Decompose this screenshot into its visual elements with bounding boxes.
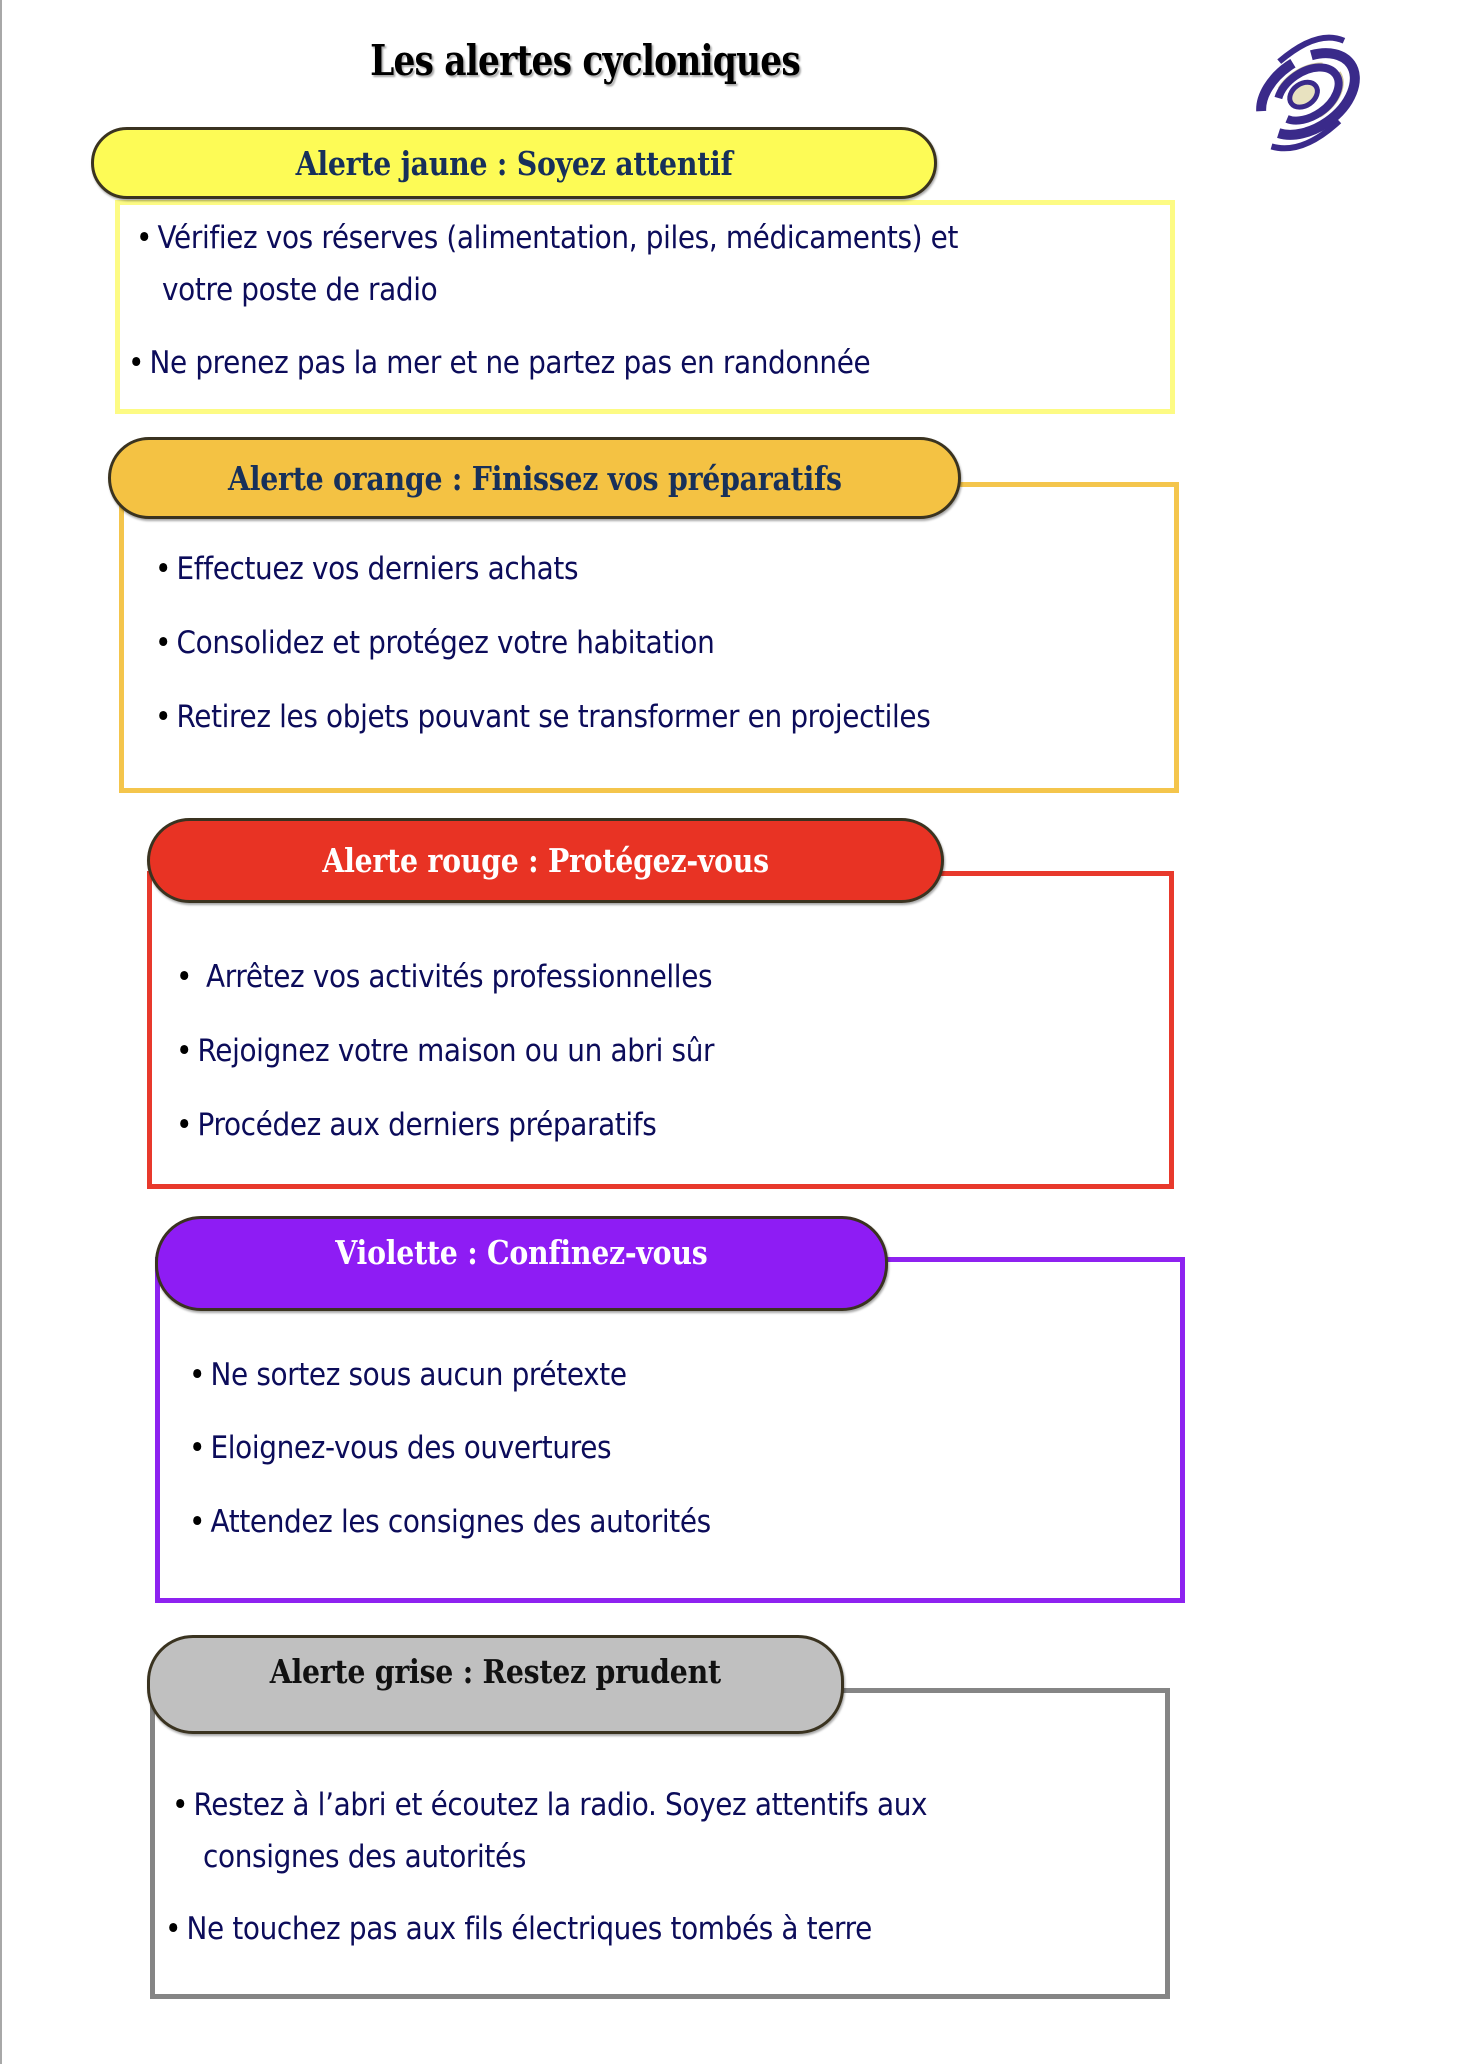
alert-orange-item-1: • Effectuez vos derniers achats: [155, 551, 579, 587]
alert-red-heading-text: Alerte rouge : Protégez-vous: [322, 841, 769, 880]
alert-red-item-1: • Arrêtez vos activités professionnelles: [176, 959, 713, 995]
cyclone-logo-icon: [1238, 26, 1378, 162]
alert-grey-heading-text: Alerte grise : Restez prudent: [269, 1652, 722, 1691]
bullet-icon: •: [172, 1787, 189, 1823]
bullet-icon: •: [136, 220, 153, 256]
alert-grey-item-2: • Ne touchez pas aux fils électriques tombés à terre: [165, 1911, 872, 1947]
bullet-icon: •: [189, 1357, 206, 1393]
alert-orange-item-3: • Retirez les objets pouvant se transformer en projectiles: [155, 699, 931, 735]
alert-yellow-heading: [91, 127, 937, 199]
bullet-icon: •: [155, 625, 172, 661]
alert-orange-heading: [108, 437, 961, 519]
alert-red-item-3: • Procédez aux derniers préparatifs: [176, 1107, 657, 1143]
alert-violet-heading: [155, 1216, 888, 1311]
alert-violet-item-2: • Eloignez-vous des ouvertures: [189, 1430, 612, 1466]
alert-yellow-item-1-cont: votre poste de radio: [162, 272, 438, 308]
bullet-icon: •: [165, 1911, 182, 1947]
alert-grey-item-1-cont: consignes des autorités: [203, 1839, 527, 1875]
alert-grey-item-1: • Restez à l’abri et écoutez la radio. Soyez attentifs aux: [172, 1787, 928, 1823]
alert-grey-heading: [147, 1635, 844, 1734]
bullet-icon: •: [155, 699, 172, 735]
bullet-icon: •: [176, 1107, 193, 1143]
bullet-icon: •: [189, 1504, 206, 1540]
alert-orange-item-2: • Consolidez et protégez votre habitation: [155, 625, 715, 661]
alert-yellow-item-2: • Ne prenez pas la mer et ne partez pas en randonnée: [128, 345, 871, 381]
page-title: Les alertes cycloniques: [370, 36, 800, 85]
alert-violet-item-1: • Ne sortez sous aucun prétexte: [189, 1357, 627, 1393]
alert-violet-heading-text: Violette : Confinez-vous: [335, 1233, 708, 1272]
alert-yellow-item-1: • Vérifiez vos réserves (alimentation, piles, médicaments) et: [136, 220, 959, 256]
bullet-icon: •: [176, 959, 193, 995]
alert-violet-item-3: • Attendez les consignes des autorités: [189, 1504, 711, 1540]
alert-red-heading: [147, 818, 944, 903]
bullet-icon: •: [189, 1430, 206, 1466]
alert-red-item-2: • Rejoignez votre maison ou un abri sûr: [176, 1033, 715, 1069]
alert-yellow-heading-text: Alerte jaune : Soyez attentif: [295, 143, 733, 183]
bullet-icon: •: [128, 345, 145, 381]
page-edge: [0, 0, 2, 2064]
bullet-icon: •: [155, 551, 172, 587]
alert-orange-heading-text: Alerte orange : Finissez vos préparatifs: [227, 458, 842, 498]
bullet-icon: •: [176, 1033, 193, 1069]
